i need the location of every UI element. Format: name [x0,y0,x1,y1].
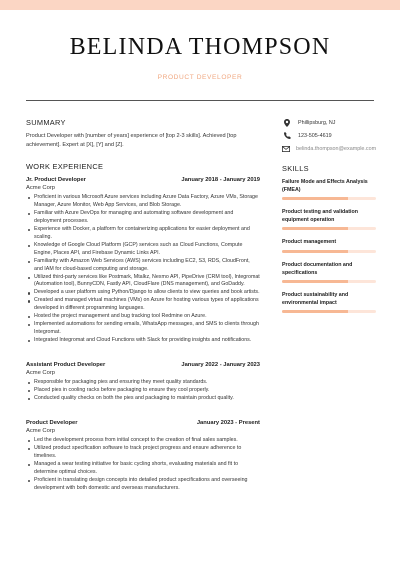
contact-phone [282,129,376,142]
contact-email[interactable] [282,142,376,155]
job-title: PRODUCT DEVELOPER [157,74,243,81]
job-separator [26,403,260,416]
skill-level-bar [282,310,376,313]
location-pin-icon [282,119,292,127]
job-bullets [26,437,260,493]
skill-level-fill [282,197,348,200]
skill-name: Failure Mode and Effects Analysis (FMEA) [282,179,368,193]
skill-name: Product testing and validation equipment operation [282,209,358,223]
skill-item [282,239,376,253]
job-bullets [26,379,260,403]
location-text: Phillipsburg, NJ [298,119,336,126]
job-bullet: Placed pies in cooling racks before packaging to ensure they cool properly. [26,387,260,395]
contact-location [282,116,376,129]
job-company: Acme Corp [26,370,55,377]
main-column [26,118,260,493]
email-icon [282,146,290,152]
job-entry [26,361,260,403]
job-company: Acme Corp [26,427,55,434]
skills-list [282,179,376,313]
job-dates: January 2023 - Present [196,419,260,426]
skill-level-bar [282,197,376,200]
job-dates: January 2022 - January 2023 [181,362,260,369]
email-text[interactable]: belinda.thompson@example.com [296,145,377,152]
work-experience-heading: WORK EXPERIENCE [26,162,104,171]
job-header [26,419,260,427]
job-bullet: Proficient in translating design concepts into detailed product specifications and overseeing development with both domestic and overseas manufacturers. [26,477,260,493]
job-entry [26,419,260,493]
phone-icon [282,132,292,139]
job-bullet: Familiarity with Amazon Web Services (AWS) services including EC2, S3, RDS, CloudFront, and IAM for cloud-based computing and storage. [26,258,260,274]
job-bullet: Experience with Docker, a platform for containerizing applications for easier deployment and scaling. [26,226,260,242]
job-header [26,361,260,369]
header-divider [26,100,374,101]
job-bullet: Responsible for packaging pies and ensuring they meet quality standards. [26,379,260,387]
summary-heading: SUMMARY [26,118,66,127]
job-bullet: Utilized third-party services like Postmark, Mtalkz, Nexmo API, PipeDrive (CRM tool), Integromat (Automation tool), BunnyCDN, Fastly API, CloudFlare (DNS management), and GoDaddy. [26,274,260,290]
job-bullet: Utilized product specification software to track project progress and ensure adherence to timelines. [26,445,260,461]
job-role: Jr. Product Developer [26,177,86,183]
skill-item [282,179,376,200]
skill-name: Product documentation and specifications [282,261,353,276]
skill-item [282,262,376,283]
job-separator [26,345,260,358]
job-entry [26,176,260,345]
skill-name: Product management [282,239,337,246]
job-bullet: Managed a wear testing initiative for basic cycling shorts, evaluating materials and fit to determine optimal choices. [26,461,260,477]
job-bullet: Led the development process from initial concept to the creation of final sales samples. [26,437,260,445]
phone-text: 123-505-4619 [298,132,332,139]
job-bullet: Familiar with Azure DevOps for managing and automating software development and deployment processes. [26,210,260,226]
job-bullet: Conducted quality checks on both the pies and packaging to maintain product quality. [26,395,260,403]
job-company: Acme Corp [26,185,55,191]
work-experience-list [26,176,260,493]
skill-item [282,209,376,230]
skill-level-bar [282,280,376,283]
job-bullet: Integrated Integromat and Cloud Functions with Slack for providing insights and notifications. [26,337,260,345]
sidebar-column [282,116,376,322]
job-dates: January 2018 - January 2019 [181,177,260,183]
summary-text: Product Developer with [number of years] experience of [top 2-3 skills]. Achieved [top achievement]. Expert at [X], [Y] and [Z]. [26,133,237,148]
skills-heading: SKILLS [282,164,309,173]
job-bullet: Proficient in various Microsoft Azure services including Azure Data Factory, Azure VMs, Storage Manager, Azure Monitor, Web App Services, and Blob Storage. [26,194,260,210]
job-bullets [26,194,260,345]
job-role: Assistant Product Developer [26,362,106,369]
top-accent-bar [0,0,400,10]
job-header [26,176,260,184]
skill-level-fill [282,250,348,253]
skill-name: Product sustainability and environmental impact [282,292,349,306]
candidate-name: BELINDA THOMPSON [69,34,331,60]
job-bullet: Implemented automations for sending emails, WhatsApp messages, and SMS to clients through Integromat. [26,321,260,337]
skill-level-fill [282,227,348,230]
skill-level-fill [282,280,348,283]
job-bullet: Knowledge of Google Cloud Platform (GCP) services such as Cloud Functions, Compute Engine, Places API, and Firebase Dynamic Links API. [26,242,260,258]
job-role: Product Developer [26,419,78,426]
skill-level-bar [282,227,376,230]
skill-item [282,292,376,313]
skill-level-bar [282,250,376,253]
skill-level-fill [282,310,348,313]
job-bullet: Hosted the project management and bug tracking tool Redmine on Azure. [26,313,260,321]
job-bullet: Created and managed virtual machines (VMs) on Azure for hosting various types of applications developed in different programming languages. [26,297,260,313]
job-bullet: Developed a user platform using Python/Django to allow clients to view queries and book artists. [26,289,260,297]
